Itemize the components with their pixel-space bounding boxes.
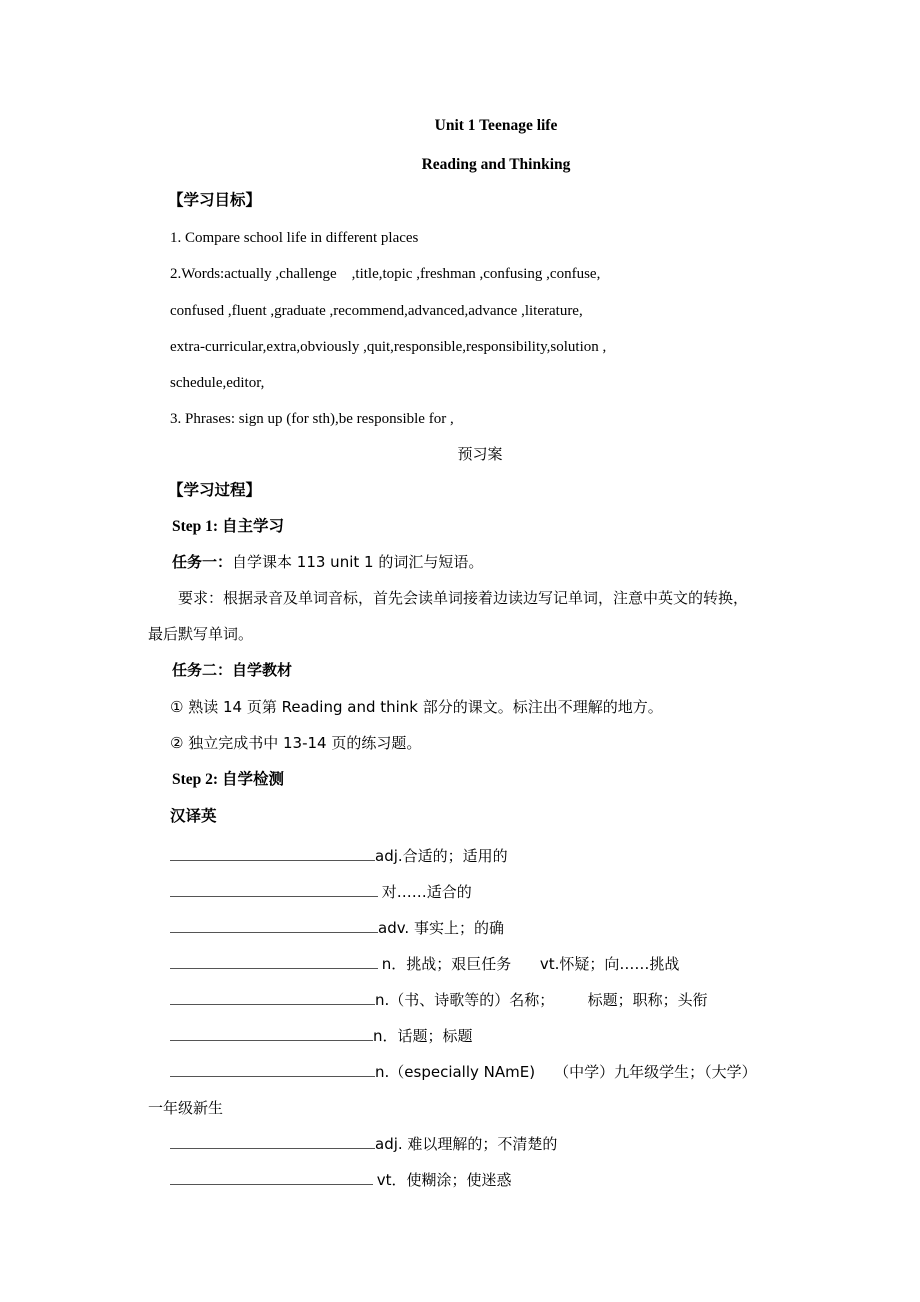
objective-item: confused ,fluent ,graduate ,recommend,advanced,advance ,literature, — [170, 303, 583, 319]
step-2-heading — [172, 772, 824, 788]
vocabulary-blank-row — [170, 1061, 830, 1083]
vocabulary-answer-blank[interactable] — [170, 917, 378, 933]
vocabulary-definition: n.（especially NAmE) （中学）九年级学生；（大学） — [375, 1063, 757, 1081]
vocabulary-answer-blank[interactable] — [170, 881, 378, 897]
vocabulary-wrap-text — [148, 1097, 808, 1119]
objectives-heading: 【学习目标】 — [168, 191, 262, 209]
objective-item: extra-curricular,extra,obviously ,quit,responsible,responsibility,solution , — [170, 339, 607, 355]
vocabulary-definition: adj.合适的；适用的 — [375, 847, 508, 865]
requirement-line-1: 要求：根据录音及单词音标，首先会读单词接着边读边写记单词，注意中英文的转换， — [178, 589, 749, 607]
vocabulary-answer-blank[interactable] — [170, 1061, 375, 1077]
vocabulary-blank-row — [170, 953, 830, 975]
task-2-label: 任务二： — [172, 661, 233, 679]
vocabulary-blank-row — [170, 845, 830, 867]
vocabulary-answer-blank[interactable] — [170, 989, 375, 1005]
objective-item: 2.Words:actually ,challenge ,title,topic ,freshman ,confusing ,confuse, — [170, 266, 601, 282]
vocabulary-definition: 对……适合的 — [381, 883, 472, 901]
preview-section-heading: 预习案 — [457, 445, 503, 463]
vocabulary-answer-blank[interactable] — [170, 1025, 373, 1041]
vocabulary-definition: adv. 事实上；的确 — [378, 919, 504, 937]
task-1 — [172, 555, 824, 571]
vocabulary-answer-blank[interactable] — [170, 845, 375, 861]
process-heading: 【学习过程】 — [168, 481, 262, 499]
objective-item: 1. Compare school life in different places — [170, 230, 419, 246]
vocabulary-blank-row — [170, 1169, 830, 1191]
vocabulary-blank-row — [170, 989, 830, 1011]
vocabulary-answer-blank[interactable] — [170, 1169, 373, 1185]
task-2-item: ① 熟读 14 页第 Reading and think 部分的课文。标注出不理解的地方。 — [170, 698, 663, 716]
step-1-title: 自主学习 — [221, 517, 284, 535]
page-title-line-1: Unit 1 Teenage life — [434, 117, 558, 134]
step-2-title: 自学检测 — [221, 770, 284, 788]
vocabulary-definition: n．话题；标题 — [373, 1027, 473, 1045]
step-2-label: Step 2: — [172, 771, 219, 788]
vocabulary-wrap-label: 一年级新生 — [148, 1099, 224, 1117]
vocabulary-definition: n．挑战；艰巨任务 vt.怀疑；向……挑战 — [381, 955, 680, 973]
vocabulary-blank-row — [170, 881, 830, 903]
page-title-line-2: Reading and Thinking — [421, 156, 571, 173]
vocabulary-blank-row — [170, 1025, 830, 1047]
vocabulary-answer-blank[interactable] — [170, 1133, 375, 1149]
objective-item: 3. Phrases: sign up (for sth),be responsible for , — [170, 411, 454, 427]
task-2 — [172, 663, 824, 679]
step-1-label: Step 1: — [172, 518, 219, 535]
vocabulary-definition: vt．使糊涂；使迷惑 — [376, 1171, 512, 1189]
task-1-text: 自学课本 113 unit 1 的词汇与短语。 — [232, 553, 484, 571]
task-2-item: ② 独立完成书中 13-14 页的练习题。 — [170, 734, 422, 752]
task-1-label: 任务一： — [172, 553, 233, 571]
vocabulary-answer-blank[interactable] — [170, 953, 378, 969]
objective-item: schedule,editor, — [170, 375, 265, 391]
requirement-line-2: 最后默写单词。 — [148, 625, 254, 643]
translate-heading: 汉译英 — [170, 807, 217, 825]
vocabulary-blank-row — [170, 1133, 830, 1155]
vocabulary-blank-row — [170, 917, 830, 939]
task-2-text: 自学教材 — [232, 661, 293, 679]
vocabulary-definition: adj. 难以理解的；不清楚的 — [375, 1135, 558, 1153]
step-1-heading — [172, 519, 824, 535]
vocabulary-definition: n.（书、诗歌等的）名称； 标题；职称；头衔 — [375, 991, 708, 1009]
